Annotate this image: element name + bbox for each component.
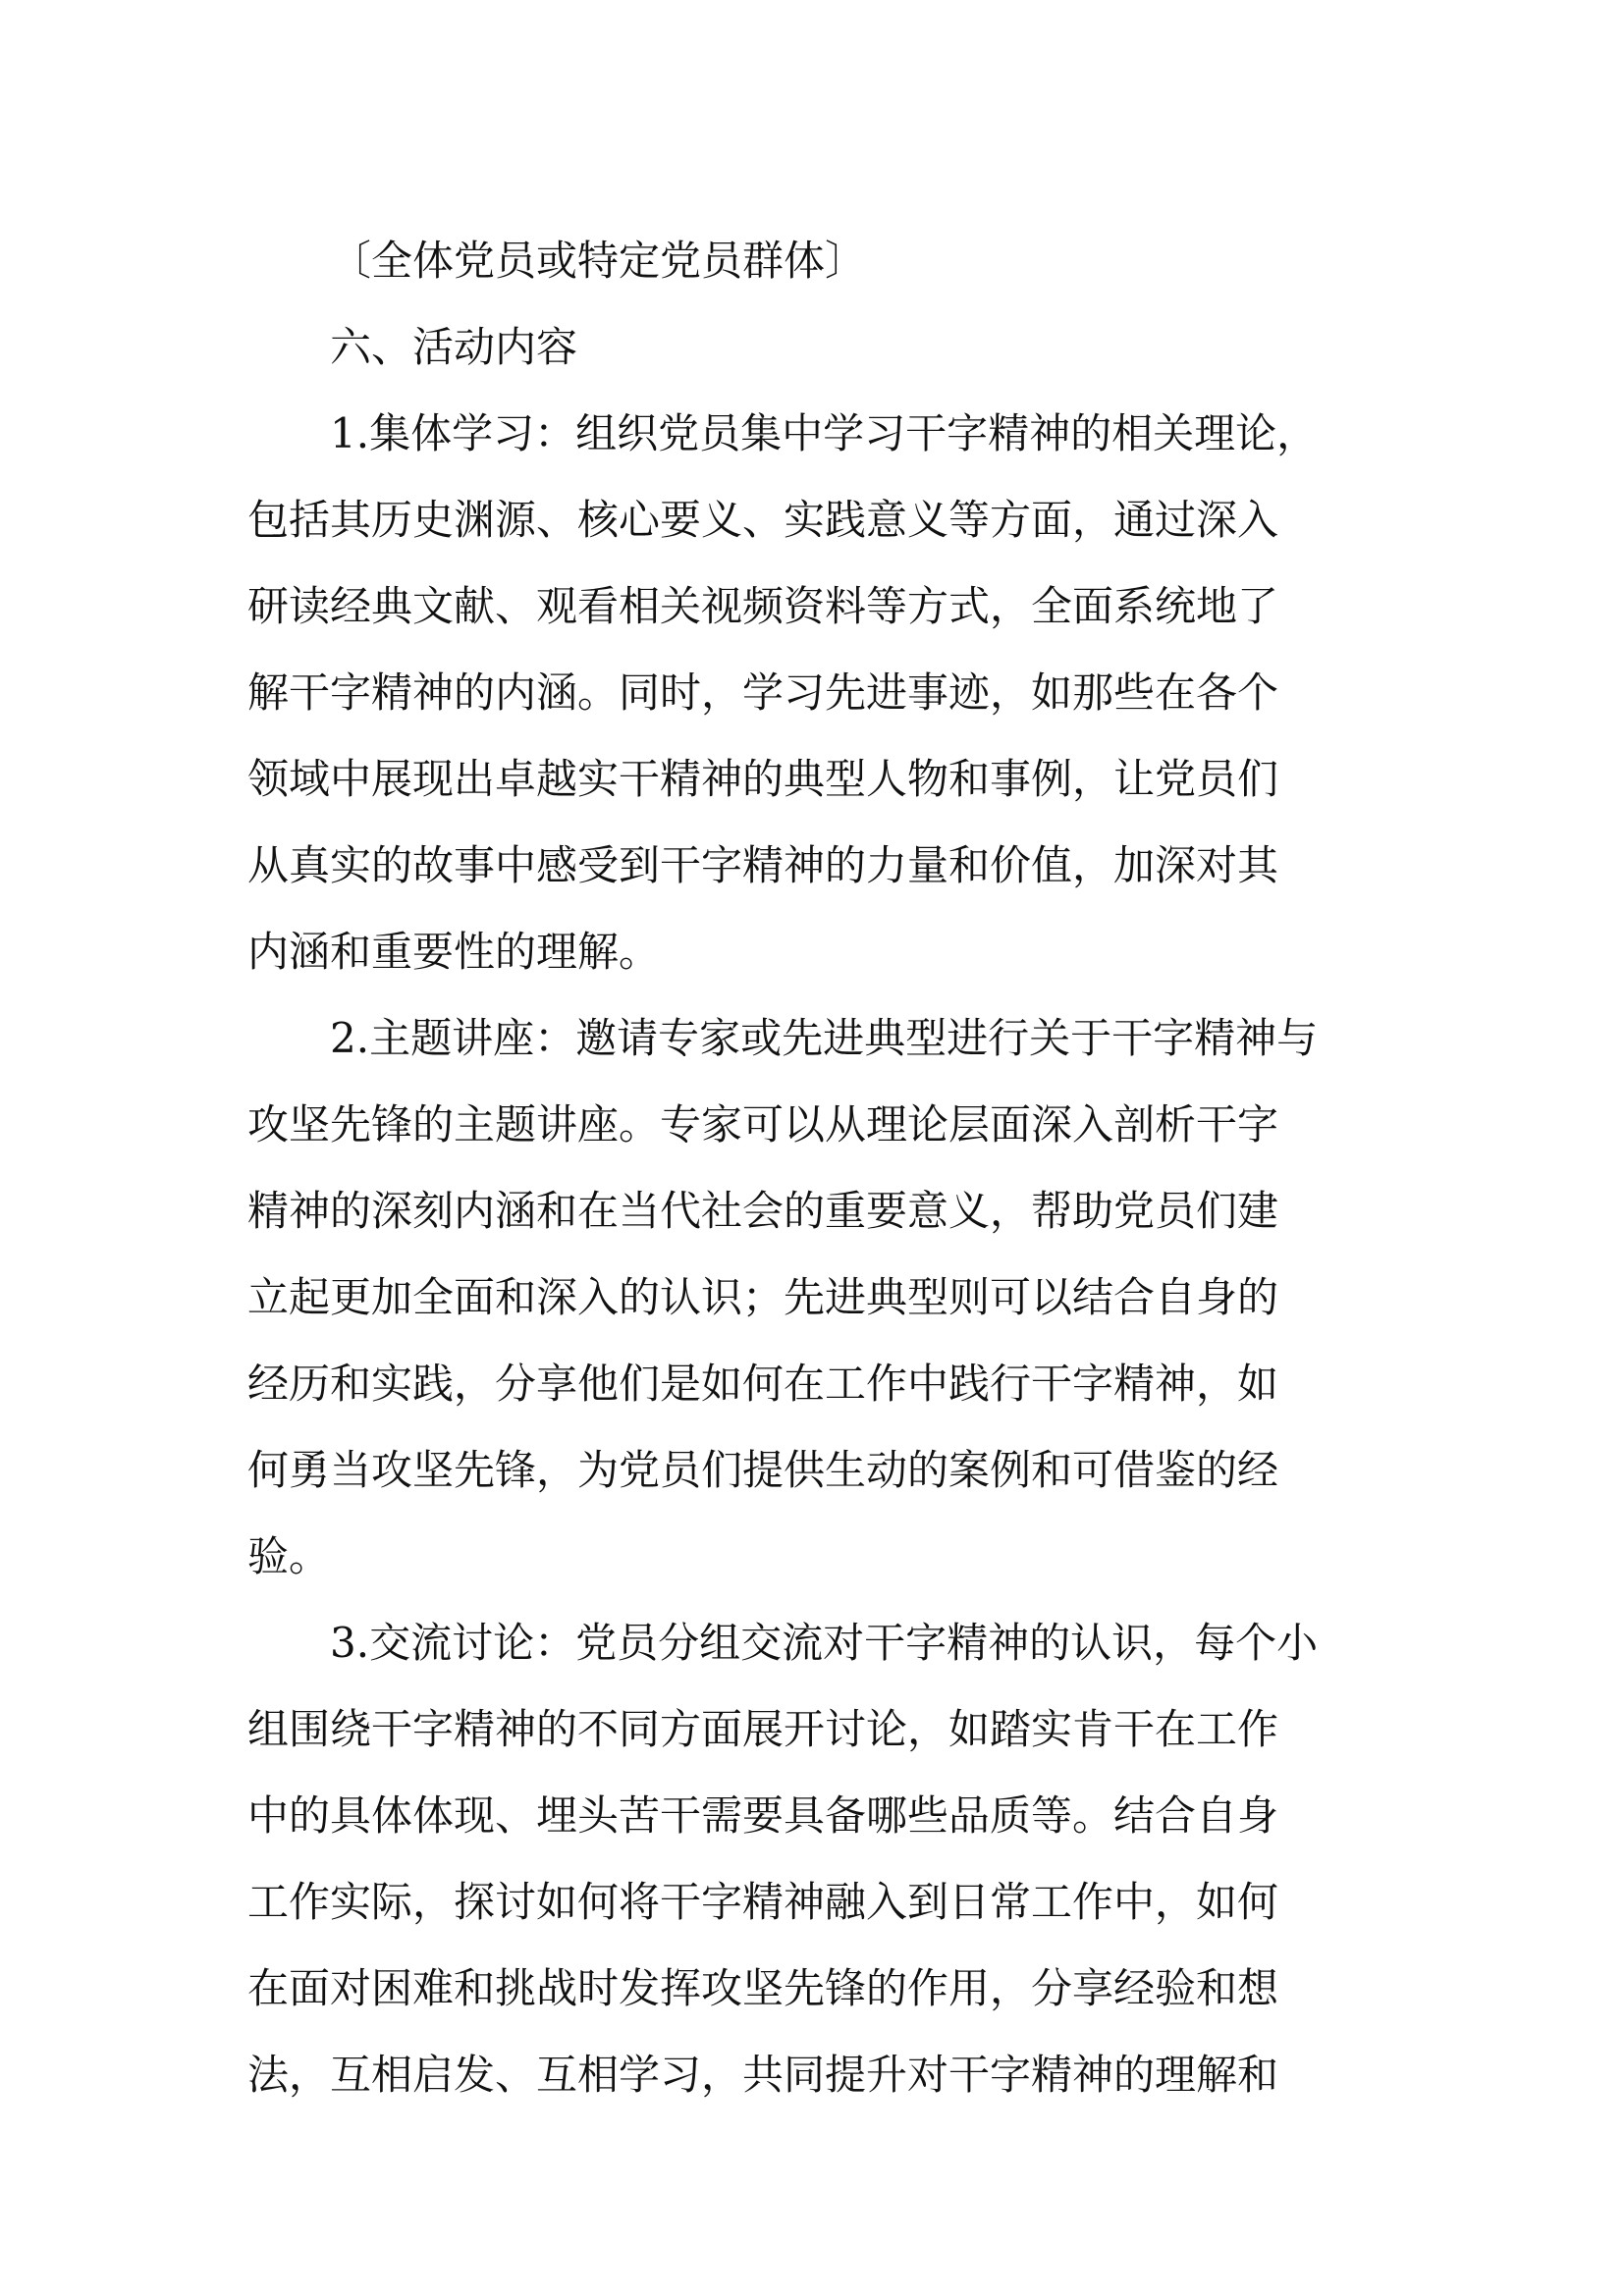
paragraph-line: 攻坚先锋的主题讲座。专家可以从理论层面深入剖析干字	[247, 1100, 1279, 1148]
paragraph-line: 法，互相启发、互相学习，共同提升对干字精神的理解和	[247, 2051, 1279, 2099]
paragraph-line: 包括其历史渊源、核心要义、实践意义等方面，通过深入	[247, 496, 1279, 544]
paragraph-line: 内涵和重要性的理解。	[247, 928, 661, 976]
paragraph-line: 经历和实践，分享他们是如何在工作中践行干字精神，如	[247, 1360, 1279, 1408]
paragraph-line: 3.交流讨论：党员分组交流对干字精神的认识，每个小	[330, 1619, 1319, 1667]
paragraph-theme-lecture	[247, 995, 1386, 1600]
paragraph-line: 验。	[247, 1532, 331, 1580]
paragraph-line: 1.集体学习：组织党员集中学习干字精神的相关理论，	[330, 409, 1319, 457]
paragraph-line: 研读经典文献、观看相关视频资料等方式，全面系统地了	[247, 582, 1279, 630]
paragraph-line: 2.主题讲座：邀请专家或先进典型进行关于干字精神与	[330, 1014, 1319, 1062]
paragraph-line: 从真实的故事中感受到干字精神的力量和价值，加深对其	[247, 841, 1279, 889]
paragraph-line: 工作实际，探讨如何将干字精神融入到日常工作中，如何	[247, 1878, 1279, 1926]
paragraph-line: 领域中展现出卓越实干精神的典型人物和事例，让党员们	[247, 755, 1279, 803]
paragraph-line: 在面对困难和挑战时发挥攻坚先锋的作用，分享经验和想	[247, 1964, 1279, 2012]
paragraph-line: 解干字精神的内涵。同时，学习先进事迹，如那些在各个	[247, 668, 1279, 717]
paragraph-line: 组围绕干字精神的不同方面展开讨论，如踏实肯干在工作	[247, 1705, 1279, 1753]
paragraph-exchange-discussion	[247, 1600, 1386, 2118]
document-body	[247, 218, 1386, 2118]
paragraph-line: 中的具体体现、埋头苦干需要具备哪些品质等。结合自身	[247, 1791, 1279, 1840]
paragraph-line: 立起更加全面和深入的认识；先进典型则可以结合自身的	[247, 1273, 1279, 1321]
paragraph-line: 精神的深刻内涵和在当代社会的重要意义，帮助党员们建	[247, 1187, 1279, 1235]
section-heading: 六、活动内容	[330, 323, 578, 371]
paragraph-collective-study	[247, 391, 1386, 995]
audience-line: 〔全体党员或特定党员群体〕	[330, 237, 867, 285]
paragraph-line: 何勇当攻坚先锋，为党员们提供生动的案例和可借鉴的经	[247, 1446, 1279, 1494]
